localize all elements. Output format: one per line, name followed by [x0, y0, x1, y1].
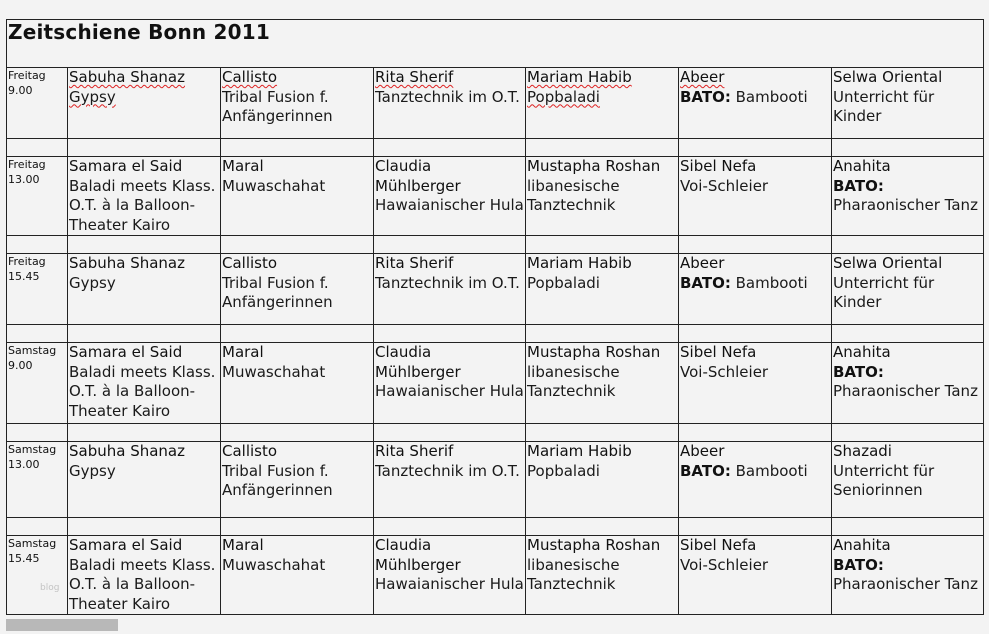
class-cell[interactable] [679, 536, 832, 615]
instructor-name-text: Selwa Oriental [833, 254, 943, 272]
empty-cell[interactable] [68, 236, 221, 254]
empty-cell[interactable] [68, 518, 221, 536]
instructor-name [375, 442, 524, 462]
class-title: Tribal Fusion f. [222, 461, 329, 480]
class-title: O.T. à la Balloon- [69, 575, 196, 593]
class-title: Tanztechnik im O.T. [375, 87, 520, 106]
empty-cell[interactable] [221, 325, 374, 343]
day-label: Freitag [8, 69, 46, 82]
bato-line [680, 88, 830, 108]
day-label: Samstag [8, 344, 57, 357]
spacer-row [7, 325, 984, 343]
instructor-name [680, 442, 830, 462]
class-title: Theater Kairo [69, 215, 171, 234]
instructor-name [375, 343, 524, 363]
class-title: Tanztechnik im O.T. [375, 461, 520, 480]
empty-cell[interactable] [68, 139, 221, 157]
class-title: Hawaianischer Hula [375, 196, 524, 214]
instructor-name-text: Mariam Habib [527, 68, 632, 86]
spacer-row [7, 518, 984, 536]
instructor-name-text: Maral [222, 343, 264, 361]
spacer-row [7, 139, 984, 157]
instructor-name [527, 536, 677, 556]
schedule-row [7, 68, 984, 139]
empty-cell[interactable] [526, 518, 679, 536]
instructor-name-text: Sabuha Shanaz [69, 254, 186, 272]
class-cell[interactable] [832, 254, 984, 325]
bato-label: BATO: [680, 461, 731, 480]
class-cell[interactable] [832, 157, 984, 236]
instructor-name [222, 68, 372, 88]
instructor-name [833, 254, 982, 274]
instructor-name-text: Rita Sherif [375, 254, 454, 272]
class-cell[interactable] [679, 254, 832, 325]
instructor-name-text: Mustapha Roshan [527, 157, 661, 175]
bato-label: BATO: [680, 87, 731, 106]
empty-cell[interactable] [221, 236, 374, 254]
instructor-name [69, 68, 219, 88]
empty-cell[interactable] [832, 424, 984, 442]
class-title: Popbaladi [527, 273, 600, 292]
schedule-row [7, 536, 984, 615]
instructor-name-cont: Mühlberger [375, 555, 461, 574]
bato-label: BATO: [833, 555, 884, 574]
empty-cell[interactable] [7, 518, 68, 536]
day-label: Freitag [8, 255, 46, 268]
instructor-name-text: Claudia [375, 343, 432, 361]
class-title: Theater Kairo [69, 401, 171, 420]
empty-cell[interactable] [526, 139, 679, 157]
instructor-name-text: Mustapha Roshan [527, 343, 661, 361]
class-title: Bambooti [735, 273, 808, 292]
empty-cell[interactable] [679, 325, 832, 343]
class-title: Unterricht für [833, 461, 935, 480]
instructor-name [527, 343, 677, 363]
instructor-name-cont: Mühlberger [375, 176, 461, 195]
class-cell[interactable] [679, 68, 832, 139]
empty-cell[interactable] [68, 424, 221, 442]
empty-cell[interactable] [832, 236, 984, 254]
instructor-name [69, 343, 219, 363]
class-title: Bambooti [735, 461, 808, 480]
empty-cell[interactable] [374, 236, 526, 254]
class-cell[interactable] [68, 442, 221, 518]
instructor-name [680, 157, 830, 177]
class-title: Gypsy [69, 461, 116, 480]
class-cell[interactable] [68, 343, 221, 424]
instructor-name-cont: Mühlberger [375, 362, 461, 381]
instructor-name [375, 157, 524, 177]
time-label: 13.00 [8, 173, 40, 186]
empty-cell[interactable] [832, 325, 984, 343]
empty-cell[interactable] [679, 518, 832, 536]
instructor-name [833, 157, 982, 177]
class-cell[interactable] [221, 157, 374, 236]
class-cell[interactable] [68, 157, 221, 236]
empty-cell[interactable] [374, 139, 526, 157]
instructor-name-text: Claudia [375, 157, 432, 175]
spacer-row [7, 424, 984, 442]
class-cell[interactable] [832, 536, 984, 615]
instructor-name-text: Maral [222, 536, 264, 554]
class-title: Baladi meets Klass. [69, 362, 216, 381]
empty-cell[interactable] [7, 325, 68, 343]
instructor-name-text: Anahita [833, 343, 891, 361]
class-cell[interactable] [832, 68, 984, 139]
class-cell[interactable] [221, 68, 374, 139]
instructor-name-text: Samara el Said [69, 536, 183, 554]
class-title: Tanztechnik [527, 575, 616, 593]
class-cell[interactable] [832, 343, 984, 424]
bato-line [680, 462, 830, 482]
instructor-name-text: Callisto [222, 68, 278, 86]
time-label: 13.00 [8, 458, 40, 471]
empty-cell[interactable] [374, 518, 526, 536]
class-title: Unterricht für Kinder [833, 273, 935, 311]
instructor-name [680, 343, 830, 363]
class-title: Tanztechnik [527, 196, 616, 214]
bato-label: BATO: [680, 273, 731, 292]
instructor-name-text: Rita Sherif [375, 68, 454, 86]
class-title: Bambooti [735, 87, 808, 106]
class-cell[interactable] [221, 442, 374, 518]
instructor-name-text: Maral [222, 157, 264, 175]
class-cell[interactable] [374, 157, 526, 236]
time-cell[interactable] [7, 157, 68, 236]
instructor-name [680, 68, 830, 88]
class-cell[interactable] [679, 442, 832, 518]
class-title: Anfängerinnen [222, 293, 333, 311]
instructor-name [222, 536, 372, 556]
class-cell[interactable] [374, 68, 526, 139]
class-cell[interactable] [526, 157, 679, 236]
class-cell[interactable] [221, 343, 374, 424]
empty-cell[interactable] [221, 518, 374, 536]
class-title: Theater Kairo [69, 594, 171, 613]
class-title: Tribal Fusion f. [222, 87, 329, 106]
instructor-name-text: Sabuha Shanaz [69, 68, 186, 86]
instructor-name-text: Abeer [680, 254, 725, 272]
class-title: Gypsy [69, 273, 116, 292]
class-title [69, 88, 219, 108]
instructor-name [680, 536, 830, 556]
class-title: Pharaonischer Tanz [833, 382, 978, 400]
empty-cell[interactable] [221, 139, 374, 157]
class-title-text: Popbaladi [527, 87, 600, 106]
schedule-row [7, 254, 984, 325]
empty-cell[interactable] [221, 424, 374, 442]
class-cell[interactable] [221, 536, 374, 615]
schedule-row [7, 157, 984, 236]
class-title: Anfängerinnen [222, 107, 333, 125]
class-title: Tanztechnik [527, 382, 616, 400]
empty-cell[interactable] [832, 139, 984, 157]
bato-label: BATO: [833, 362, 884, 381]
day-label: Samstag [8, 443, 57, 456]
class-title: Tribal Fusion f. [222, 273, 329, 292]
instructor-name-text: Mustapha Roshan [527, 536, 661, 554]
instructor-name-text: Abeer [680, 68, 725, 86]
class-cell[interactable] [526, 536, 679, 615]
class-cell[interactable] [526, 68, 679, 139]
instructor-name [527, 442, 677, 462]
instructor-name-text: Shazadi [833, 442, 892, 460]
class-title: Voi-Schleier [680, 555, 769, 574]
instructor-name [69, 254, 219, 274]
class-title: Voi-Schleier [680, 176, 769, 195]
empty-cell[interactable] [526, 236, 679, 254]
instructor-name-text: Anahita [833, 157, 891, 175]
instructor-name [69, 157, 219, 177]
class-title: Anfängerinnen [222, 481, 333, 499]
class-cell[interactable] [68, 68, 221, 139]
time-cell[interactable] [7, 343, 68, 424]
class-title: Hawaianischer Hula [375, 575, 524, 593]
empty-cell[interactable] [526, 325, 679, 343]
instructor-name [375, 536, 524, 556]
class-title: libanesische [527, 176, 620, 195]
empty-cell[interactable] [526, 424, 679, 442]
class-title: Baladi meets Klass. [69, 555, 216, 574]
class-title: Voi-Schleier [680, 362, 769, 381]
spacer-row [7, 236, 984, 254]
instructor-name-text: Rita Sherif [375, 442, 454, 460]
instructor-name [222, 442, 372, 462]
page-title[interactable]: Zeitschiene Bonn 2011 [7, 20, 984, 68]
class-cell[interactable] [68, 536, 221, 615]
instructor-name-text: Samara el Said [69, 343, 183, 361]
time-cell[interactable] [7, 254, 68, 325]
class-title: Baladi meets Klass. [69, 176, 216, 195]
instructor-name-text: Sibel Nefa [680, 157, 757, 175]
time-cell[interactable] [7, 442, 68, 518]
instructor-name-text: Callisto [222, 254, 278, 272]
empty-cell[interactable] [679, 424, 832, 442]
class-cell[interactable] [221, 254, 374, 325]
instructor-name-text: Sibel Nefa [680, 536, 757, 554]
time-label: 9.00 [8, 359, 33, 372]
empty-cell[interactable] [7, 139, 68, 157]
instructor-name-text: Sabuha Shanaz [69, 442, 186, 460]
class-title: Pharaonischer Tanz [833, 196, 978, 214]
class-cell[interactable] [526, 254, 679, 325]
time-cell[interactable] [7, 536, 68, 615]
instructor-name [833, 343, 982, 363]
bato-label: BATO: [833, 176, 884, 195]
empty-cell[interactable] [832, 518, 984, 536]
instructor-name-text: Callisto [222, 442, 278, 460]
day-label: Samstag [8, 537, 57, 550]
class-title: Muwaschahat [222, 176, 326, 195]
class-title: Hawaianischer Hula [375, 382, 524, 400]
class-title: Popbaladi [527, 461, 600, 480]
instructor-name-text: Selwa Oriental [833, 68, 943, 86]
class-cell[interactable] [526, 343, 679, 424]
class-cell[interactable] [679, 157, 832, 236]
instructor-name [527, 68, 677, 88]
schedule-row [7, 442, 984, 518]
class-cell[interactable] [374, 536, 526, 615]
horizontal-scrollbar-thumb[interactable] [6, 619, 118, 631]
class-title: Unterricht für Kinder [833, 87, 935, 125]
instructor-name [527, 157, 677, 177]
empty-cell[interactable] [679, 236, 832, 254]
day-label: Freitag [8, 158, 46, 171]
instructor-name [222, 254, 372, 274]
instructor-name [680, 254, 830, 274]
class-cell[interactable] [679, 343, 832, 424]
instructor-name-text: Anahita [833, 536, 891, 554]
class-title: libanesische [527, 555, 620, 574]
class-title: Muwaschahat [222, 555, 326, 574]
watermark: blog [40, 583, 60, 593]
bato-line [680, 274, 830, 294]
class-title: O.T. à la Balloon- [69, 196, 196, 214]
class-cell[interactable] [374, 254, 526, 325]
class-title: Seniorinnen [833, 481, 923, 499]
class-title: Pharaonischer Tanz [833, 575, 978, 593]
instructor-name [222, 343, 372, 363]
empty-cell[interactable] [374, 325, 526, 343]
instructor-name [222, 157, 372, 177]
instructor-name-text: Claudia [375, 536, 432, 554]
instructor-name-text: Mariam Habib [527, 254, 632, 272]
instructor-name [833, 536, 982, 556]
class-cell[interactable] [68, 254, 221, 325]
instructor-name-text: Samara el Said [69, 157, 183, 175]
instructor-name [69, 442, 219, 462]
class-title: O.T. à la Balloon- [69, 382, 196, 400]
class-title [527, 88, 677, 108]
instructor-name [833, 68, 982, 88]
empty-cell[interactable] [7, 236, 68, 254]
instructor-name [375, 68, 524, 88]
schedule-sheet [6, 19, 983, 615]
instructor-name-text: Mariam Habib [527, 442, 632, 460]
empty-cell[interactable] [374, 424, 526, 442]
schedule-row [7, 343, 984, 424]
instructor-name-text: Sibel Nefa [680, 343, 757, 361]
empty-cell[interactable] [7, 424, 68, 442]
instructor-name [375, 254, 524, 274]
empty-cell[interactable] [679, 139, 832, 157]
instructor-name [833, 442, 982, 462]
class-title-text: Gypsy [69, 87, 116, 106]
class-cell[interactable] [374, 442, 526, 518]
class-cell[interactable] [374, 343, 526, 424]
time-label: 9.00 [8, 84, 33, 97]
schedule-table [6, 19, 984, 615]
time-label: 15.45 [8, 270, 40, 283]
class-title: libanesische [527, 362, 620, 381]
class-cell[interactable] [526, 442, 679, 518]
class-title: Tanztechnik im O.T. [375, 273, 520, 292]
time-cell[interactable] [7, 68, 68, 139]
instructor-name [527, 254, 677, 274]
class-cell[interactable] [832, 442, 984, 518]
instructor-name [69, 536, 219, 556]
class-title: Muwaschahat [222, 362, 326, 381]
empty-cell[interactable] [68, 325, 221, 343]
instructor-name-text: Abeer [680, 442, 725, 460]
time-label: 15.45 [8, 552, 40, 565]
